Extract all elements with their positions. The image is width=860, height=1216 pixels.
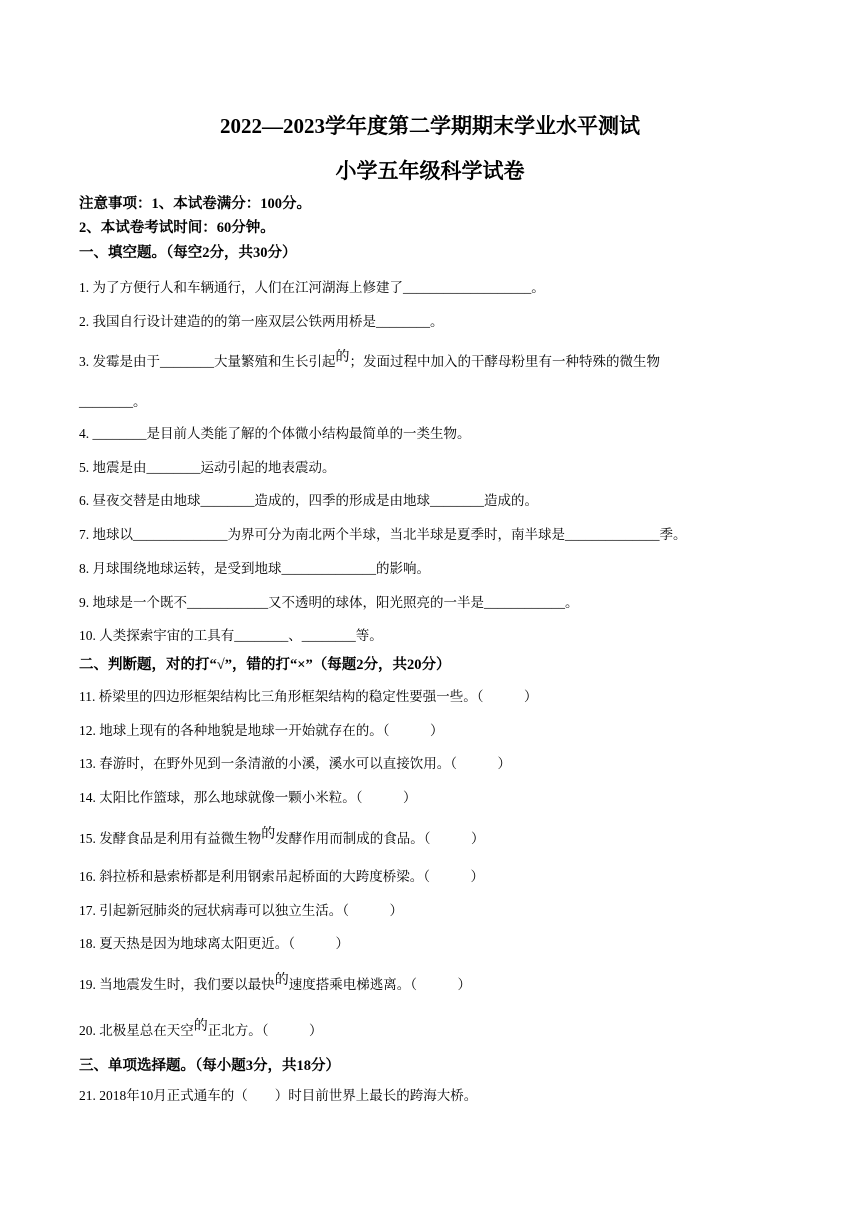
question-3-text-a: 3. 发霉是由于________大量繁殖和生长引起 — [79, 354, 336, 369]
question-5: 5. 地震是由________运动引起的地表震动。 — [79, 460, 336, 475]
exam-subtitle: 小学五年级科学试卷 — [335, 159, 525, 183]
question-8: 8. 月球围绕地球运转，是受到地球______________的影响。 — [79, 561, 430, 576]
question-3-sup: 的 — [335, 350, 350, 365]
question-15 — [79, 827, 485, 849]
exam-note-1: 注意事项：1、本试卷满分：100分。 — [79, 196, 311, 212]
question-15-text-b: 发酵作用而制成的食品。（ ） — [275, 831, 485, 846]
question-16: 16. 斜拉桥和悬索桥都是利用钢索吊起桥面的大跨度桥梁。（ ） — [79, 869, 484, 884]
question-17: 17. 引起新冠肺炎的冠状病毒可以独立生活。（ ） — [79, 903, 403, 918]
question-19-text-a: 19. 当地震发生时，我们要以最快 — [79, 977, 275, 992]
question-20-text-b: 正北方。（ ） — [207, 1023, 323, 1038]
question-12: 12. 地球上现有的各种地貌是地球一开始就存在的。（ ） — [79, 723, 444, 738]
exam-title: 2022—2023学年度第二学期期末学业水平测试 — [220, 114, 640, 138]
question-3-text-b: ；发面过程中加入的干酵母粉里有一种特殊的微生物 — [349, 354, 660, 369]
question-15-text-a: 15. 发酵食品是利用有益微生物 — [79, 831, 262, 846]
question-19 — [79, 973, 471, 995]
question-2: 2. 我国自行设计建造的的第一座双层公铁两用桥是________。 — [79, 314, 444, 329]
question-9: 9. 地球是一个既不____________又不透明的球体，阳光照亮的一半是____________。 — [79, 595, 579, 610]
question-11: 11. 桥梁里的四边形框架结构比三角形框架结构的稳定性要强一些。（ ） — [79, 689, 538, 704]
question-19-text-b: 速度搭乘电梯逃离。（ ） — [288, 977, 471, 992]
question-20-text-a: 20. 北极星总在天空 — [79, 1023, 194, 1038]
question-20-sup: 的 — [193, 1019, 208, 1034]
exam-note-2: 2、本试卷考试时间：60分钟。 — [79, 220, 275, 236]
question-19-sup: 的 — [274, 973, 289, 988]
question-14: 14. 太阳比作篮球，那么地球就像一颗小米粒。（ ） — [79, 790, 417, 805]
section-heading-choice: 三、单项选择题。（每小题3分，共18分） — [79, 1058, 340, 1074]
section-heading-fill: 一、填空题。（每空2分，共30分） — [79, 245, 297, 261]
question-6: 6. 昼夜交替是由地球________造成的，四季的形成是由地球________造成的。 — [79, 493, 538, 508]
question-13: 13. 春游时，在野外见到一条清澈的小溪，溪水可以直接饮用。（ ） — [79, 756, 511, 771]
section-heading-judge: 二、判断题，对的打“√”，错的打“×”（每题2分，共20分） — [79, 657, 451, 673]
question-1: 1. 为了方便行人和车辆通行，人们在江河湖海上修建了___________________。 — [79, 280, 545, 295]
question-21: 21. 2018年10月正式通车的（ ）时目前世界上最长的跨海大桥。 — [79, 1088, 478, 1103]
question-15-sup: 的 — [261, 827, 276, 842]
question-4: 4. ________是目前人类能了解的个体微小结构最简单的一类生物。 — [79, 426, 471, 441]
question-20 — [79, 1019, 323, 1041]
question-3-continued: ________。 — [79, 394, 147, 409]
question-10: 10. 人类探索宇宙的工具有________、________等。 — [79, 628, 383, 643]
question-3 — [79, 350, 660, 372]
question-7: 7. 地球以______________为界可分为南北两个半球，当北半球是夏季时，南半球是______________季。 — [79, 527, 687, 542]
question-18: 18. 夏天热是因为地球离太阳更近。（ ） — [79, 936, 349, 951]
